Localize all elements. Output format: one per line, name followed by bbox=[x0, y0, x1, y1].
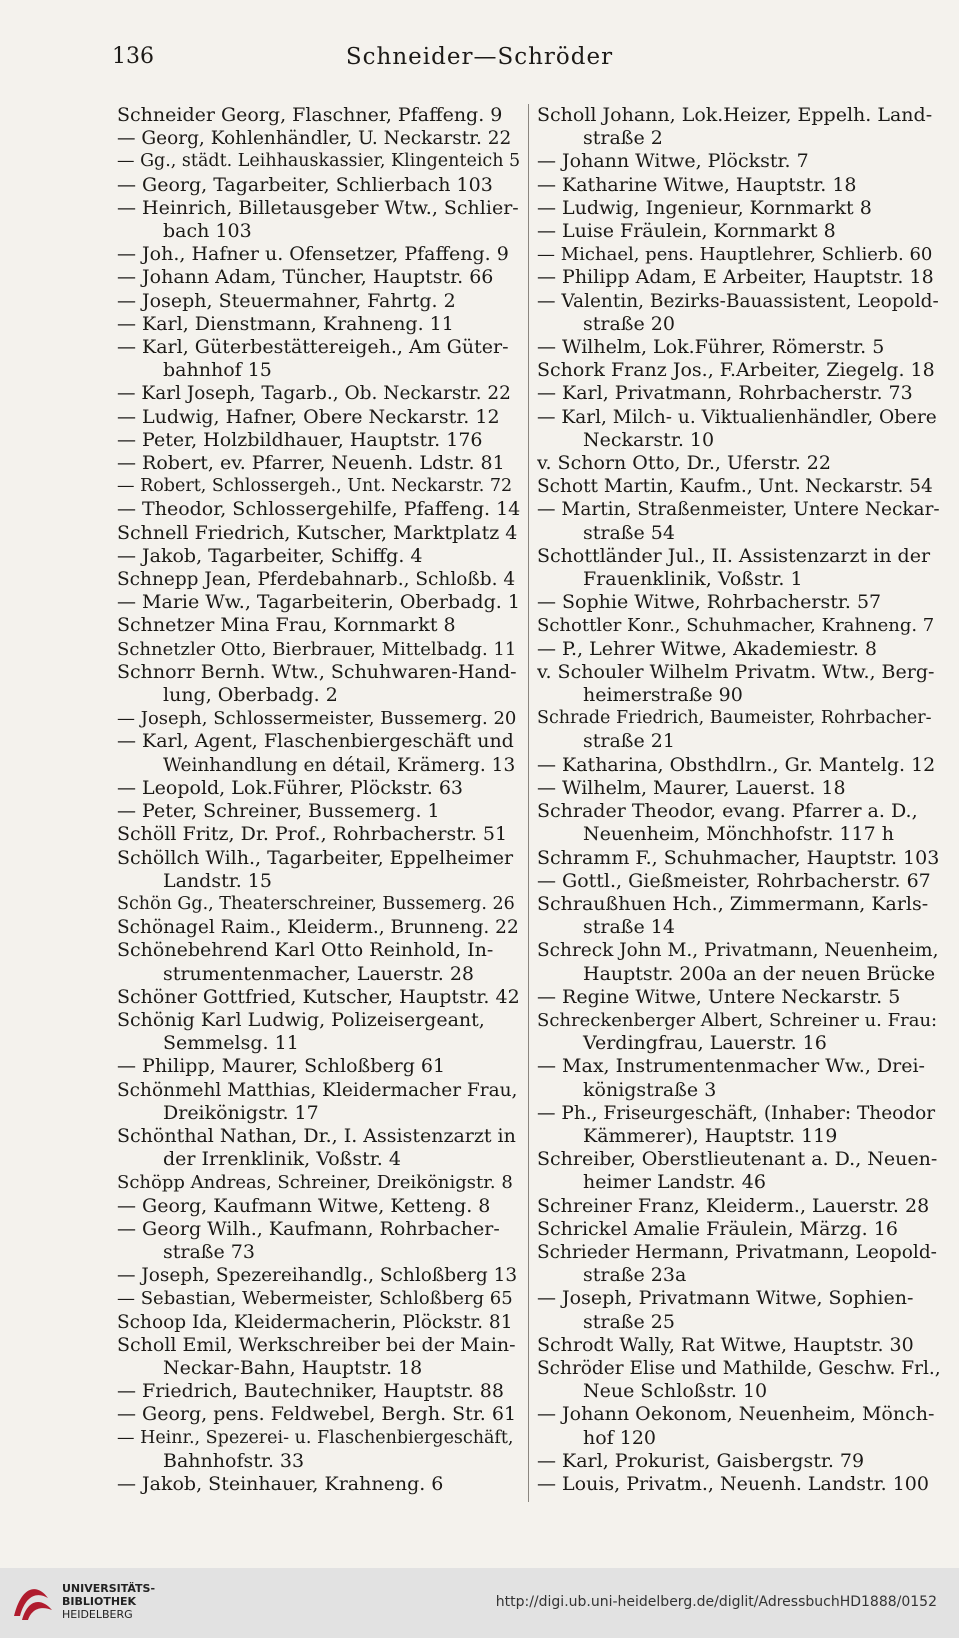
directory-entry: Schröder Elise und Mathilde, Geschw. Frl., bbox=[537, 1357, 941, 1379]
directory-entry: Schreiber, Oberstlieutenant a. D., Neuen- bbox=[537, 1148, 938, 1171]
entry-continuation-line: Hauptstr. 200a an der neuen Brücke bbox=[583, 962, 936, 985]
directory-entry: Schöllch Wilh., Tagarbeiter, Eppelheimer bbox=[117, 846, 514, 869]
entry-continuation-line: Neuenheim, Mönchhofstr. 117 h bbox=[583, 823, 894, 846]
directory-entry: — Joh., Hafner u. Ofensetzer, Pfaffeng. 9 bbox=[117, 243, 509, 266]
entry-continuation-line: Frauenklinik, Voßstr. 1 bbox=[583, 568, 803, 591]
directory-entry: Schöpp Andreas, Schreiner, Dreikönigstr. 8 bbox=[117, 1172, 513, 1194]
library-name-line1: UNIVERSITÄTS- bbox=[62, 1582, 156, 1595]
directory-entry: — Leopold, Lok.Führer, Plöckstr. 63 bbox=[117, 776, 464, 799]
entry-continuation-line: Neckarstr. 10 bbox=[583, 428, 715, 451]
directory-entry: Schönebehrend Karl Otto Reinhold, In- bbox=[117, 939, 494, 962]
directory-entry: — Karl, Privatmann, Rohrbacherstr. 73 bbox=[537, 382, 913, 405]
entry-continuation-line: straße 14 bbox=[583, 916, 675, 939]
directory-entry: — Karl Joseph, Tagarb., Ob. Neckarstr. 22 bbox=[117, 383, 511, 405]
directory-entry: — Georg, Tagarbeiter, Schlierbach 103 bbox=[117, 173, 493, 196]
directory-entry: — Johann Oekonom, Neuenheim, Mönch- bbox=[537, 1403, 935, 1426]
directory-entry: — Max, Instrumentenmacher Ww., Drei- bbox=[537, 1055, 925, 1078]
directory-entry: — Gottl., Gießmeister, Rohrbacherstr. 67 bbox=[537, 869, 931, 892]
directory-entry: Schramm F., Schuhmacher, Hauptstr. 103 bbox=[537, 846, 940, 869]
entry-continuation-line: heimerstraße 90 bbox=[583, 684, 743, 707]
directory-entry: — Joseph, Privatmann Witwe, Sophien- bbox=[537, 1287, 914, 1310]
directory-entry: — Sebastian, Webermeister, Schloßberg 65 bbox=[117, 1288, 513, 1310]
directory-entry: Schrade Friedrich, Baumeister, Rohrbacher- bbox=[537, 708, 932, 729]
entry-continuation-line: königstraße 3 bbox=[583, 1078, 717, 1101]
directory-entry: Schönig Karl Ludwig, Polizeisergeant, bbox=[117, 1008, 485, 1031]
entry-continuation-line: straße 21 bbox=[583, 730, 675, 753]
directory-entry: — P., Lehrer Witwe, Akademiestr. 8 bbox=[537, 637, 877, 660]
directory-entry: Schrader Theodor, evang. Pfarrer a. D., bbox=[537, 800, 918, 823]
directory-entry: Schöner Gottfried, Kutscher, Hauptstr. 42 bbox=[117, 985, 520, 1008]
directory-entry: — Karl, Prokurist, Gaisbergstr. 79 bbox=[537, 1449, 865, 1472]
directory-entry: Schottler Konr., Schuhmacher, Krahneng. 7 bbox=[537, 615, 935, 637]
directory-entry: Schöll Fritz, Dr. Prof., Rohrbacherstr. 51 bbox=[117, 823, 508, 846]
source-url-link[interactable]: http://digi.ub.uni-heidelberg.de/diglit/AdressbuchHD1888/0152 bbox=[495, 1594, 937, 1610]
directory-entry: Schönagel Raim., Kleiderm., Brunneng. 22 bbox=[117, 917, 519, 939]
entry-continuation-line: Neue Schloßstr. 10 bbox=[583, 1380, 768, 1403]
directory-entry: — Philipp, Maurer, Schloßberg 61 bbox=[117, 1055, 446, 1078]
directory-entry: — Georg, pens. Feldwebel, Bergh. Str. 61 bbox=[117, 1403, 517, 1426]
directory-entry: Schreiner Franz, Kleiderm., Lauerstr. 28 bbox=[537, 1194, 930, 1217]
directory-entry: — Johann Adam, Tüncher, Hauptstr. 66 bbox=[117, 266, 494, 289]
entry-continuation-line: heimer Landstr. 46 bbox=[583, 1171, 766, 1194]
directory-entry: — Marie Ww., Tagarbeiterin, Oberbadg. 1 bbox=[117, 591, 520, 614]
directory-entry: — Heinrich, Billetausgeber Wtw., Schlier- bbox=[117, 196, 519, 219]
directory-entry: Scholl Emil, Werkschreiber bei der Main- bbox=[117, 1333, 516, 1356]
directory-entry: — Joseph, Schlossermeister, Bussemerg. 20 bbox=[117, 708, 517, 730]
entry-continuation-line: Weinhandlung en détail, Krämerg. 13 bbox=[163, 754, 516, 776]
directory-entry: — Wilhelm, Lok.Führer, Römerstr. 5 bbox=[537, 336, 885, 359]
entry-continuation-line: Verdingfrau, Lauerstr. 16 bbox=[583, 1032, 827, 1055]
entry-continuation-line: strumentenmacher, Lauerstr. 28 bbox=[163, 962, 475, 985]
directory-entry: Schott Martin, Kaufm., Unt. Neckarstr. 54 bbox=[537, 476, 933, 498]
directory-entry: Scholl Johann, Lok.Heizer, Eppelh. Land- bbox=[537, 104, 933, 126]
directory-entry: — Gg., städt. Leihhauskassier, Klingenteich 5 bbox=[117, 151, 521, 172]
entry-continuation-line: Neckar-Bahn, Hauptstr. 18 bbox=[163, 1356, 423, 1379]
directory-entry: — Peter, Holzbildhauer, Hauptstr. 176 bbox=[117, 428, 483, 451]
directory-entry: — Georg, Kohlenhändler, U. Neckarstr. 22 bbox=[117, 128, 512, 150]
directory-entry: Schönmehl Matthias, Kleidermacher Frau, bbox=[117, 1079, 518, 1101]
right-column bbox=[537, 104, 941, 1496]
column-divider bbox=[528, 104, 529, 1502]
directory-entry: Schneider Georg, Flaschner, Pfaffeng. 9 bbox=[117, 104, 503, 126]
directory-entry: — Wilhelm, Maurer, Lauerst. 18 bbox=[537, 776, 846, 799]
directory-entry: Schnetzler Otto, Bierbrauer, Mittelbadg. 11 bbox=[117, 638, 517, 660]
ub-heidelberg-logo-icon bbox=[8, 1576, 58, 1626]
directory-entry: — Michael, pens. Hauptlehrer, Schlierb. 60 bbox=[537, 244, 933, 266]
footer-bar bbox=[0, 1568, 959, 1638]
directory-entry: — Ph., Friseurgeschäft, (Inhaber: Theodor bbox=[537, 1102, 936, 1124]
directory-entry: Schnell Friedrich, Kutscher, Marktplatz 4 bbox=[117, 521, 518, 544]
directory-entry: — Jakob, Steinhauer, Krahneng. 6 bbox=[117, 1472, 444, 1495]
directory-entry: — Karl, Dienstmann, Krahneng. 11 bbox=[117, 312, 454, 335]
entry-continuation-line: bahnhof 15 bbox=[163, 359, 272, 382]
directory-entry: Schrodt Wally, Rat Witwe, Hauptstr. 30 bbox=[537, 1333, 914, 1356]
directory-entry: — Robert, ev. Pfarrer, Neuenh. Ldstr. 81 bbox=[117, 452, 505, 475]
entry-continuation-line: der Irrenklinik, Voßstr. 4 bbox=[163, 1148, 401, 1171]
entry-continuation-line: Landstr. 15 bbox=[163, 869, 272, 892]
page-number: 136 bbox=[112, 44, 154, 69]
library-name-line3: HEIDELBERG bbox=[62, 1608, 133, 1621]
left-column bbox=[117, 104, 521, 1496]
directory-entry: — Luise Fräulein, Kornmarkt 8 bbox=[537, 220, 836, 243]
directory-entry: — Theodor, Schlossergehilfe, Pfaffeng. 14 bbox=[117, 498, 521, 521]
directory-entry: — Karl, Güterbestättereigeh., Am Güter- bbox=[117, 336, 509, 359]
directory-entry: — Joseph, Steuermahner, Fahrtg. 2 bbox=[117, 289, 456, 312]
library-name bbox=[62, 1582, 155, 1621]
directory-entry: Schrickel Amalie Fräulein, Märzg. 16 bbox=[537, 1217, 898, 1240]
directory-entry: — Martin, Straßenmeister, Untere Neckar- bbox=[537, 499, 940, 521]
directory-entry: Schoop Ida, Kleidermacherin, Plöckstr. 81 bbox=[117, 1311, 513, 1333]
directory-entry: Schön Gg., Theaterschreiner, Bussemerg. 26 bbox=[117, 893, 515, 914]
directory-entry: Schreckenberger Albert, Schreiner u. Frau: bbox=[537, 1009, 938, 1031]
directory-entry: v. Schouler Wilhelm Privatm. Wtw., Berg- bbox=[537, 660, 935, 683]
entry-continuation-line: straße 20 bbox=[583, 312, 675, 335]
directory-entry: Schraußhuen Hch., Zimmermann, Karls- bbox=[537, 892, 929, 915]
entry-continuation-line: hof 120 bbox=[583, 1426, 657, 1449]
directory-entry: — Louis, Privatm., Neuenh. Landstr. 100 bbox=[537, 1472, 929, 1495]
entry-continuation-line: Bahnhofstr. 33 bbox=[163, 1449, 305, 1472]
entry-continuation-line: straße 54 bbox=[583, 521, 675, 544]
entry-continuation-line: Kämmerer), Hauptstr. 119 bbox=[583, 1124, 838, 1147]
directory-entry: — Georg Wilh., Kaufmann, Rohrbacher- bbox=[117, 1217, 500, 1240]
directory-entry: Schrieder Hermann, Privatmann, Leopold- bbox=[537, 1241, 937, 1263]
directory-entry: Schnepp Jean, Pferdebahnarb., Schloßb. 4 bbox=[117, 569, 516, 591]
directory-entry: — Katharina, Obsthdlrn., Gr. Mantelg. 12 bbox=[537, 753, 936, 776]
entry-continuation-line: straße 73 bbox=[163, 1240, 255, 1263]
library-name-line2: BIBLIOTHEK bbox=[62, 1595, 137, 1608]
directory-entry: Schönthal Nathan, Dr., I. Assistenzarzt in bbox=[117, 1124, 516, 1147]
directory-entry: — Friedrich, Bautechniker, Hauptstr. 88 bbox=[117, 1380, 504, 1403]
entry-continuation-line: Dreikönigstr. 17 bbox=[163, 1101, 319, 1124]
entry-continuation-line: straße 2 bbox=[583, 127, 663, 150]
directory-entry: Schreck John M., Privatmann, Neuenheim, bbox=[537, 940, 939, 962]
directory-entry: — Karl, Milch- u. Viktualienhändler, Obere bbox=[537, 406, 937, 428]
directory-entry: v. Schorn Otto, Dr., Uferstr. 22 bbox=[537, 452, 831, 475]
entry-continuation-line: lung, Oberbadg. 2 bbox=[163, 684, 338, 707]
directory-entry: — Valentin, Bezirks-Bauassistent, Leopold- bbox=[537, 290, 939, 312]
directory-entry: — Georg, Kaufmann Witwe, Ketteng. 8 bbox=[117, 1194, 491, 1217]
entry-continuation-line: straße 23a bbox=[583, 1264, 687, 1287]
directory-entry: — Jakob, Tagarbeiter, Schiffg. 4 bbox=[117, 544, 423, 567]
directory-entry: — Ludwig, Hafner, Obere Neckarstr. 12 bbox=[117, 405, 500, 428]
directory-entry: — Heinr., Spezerei- u. Flaschenbiergeschäft, bbox=[117, 1427, 514, 1448]
directory-entry: Schnorr Bernh. Wtw., Schuhwaren-Hand- bbox=[117, 660, 517, 683]
entry-continuation-line: Semmelsg. 11 bbox=[163, 1032, 299, 1055]
directory-entry: — Karl, Agent, Flaschenbiergeschäft und bbox=[117, 730, 514, 753]
directory-entry: Schnetzer Mina Frau, Kornmarkt 8 bbox=[117, 614, 456, 637]
directory-entry: — Joseph, Spezereihandlg., Schloßberg 13 bbox=[117, 1265, 518, 1287]
directory-entry: — Sophie Witwe, Rohrbacherstr. 57 bbox=[537, 591, 882, 614]
directory-entry: Schork Franz Jos., F.Arbeiter, Ziegelg. 18 bbox=[537, 359, 935, 382]
directory-entry: — Philipp Adam, E Arbeiter, Hauptstr. 18 bbox=[537, 266, 934, 289]
entry-continuation-line: bach 103 bbox=[163, 220, 252, 243]
directory-entry: — Regine Witwe, Untere Neckarstr. 5 bbox=[537, 985, 901, 1008]
directory-entry: — Robert, Schlossergeh., Unt. Neckarstr. 72 bbox=[117, 476, 513, 497]
directory-entry: — Ludwig, Ingenieur, Kornmarkt 8 bbox=[537, 196, 872, 219]
directory-entry: — Johann Witwe, Plöckstr. 7 bbox=[537, 150, 809, 173]
running-title: Schneider—Schröder bbox=[345, 44, 614, 70]
directory-entry: — Peter, Schreiner, Bussemerg. 1 bbox=[117, 800, 440, 823]
directory-entry: — Katharine Witwe, Hauptstr. 18 bbox=[537, 173, 857, 196]
directory-entry: Schottländer Jul., II. Assistenzarzt in der bbox=[537, 544, 931, 567]
entry-continuation-line: straße 25 bbox=[583, 1310, 675, 1333]
